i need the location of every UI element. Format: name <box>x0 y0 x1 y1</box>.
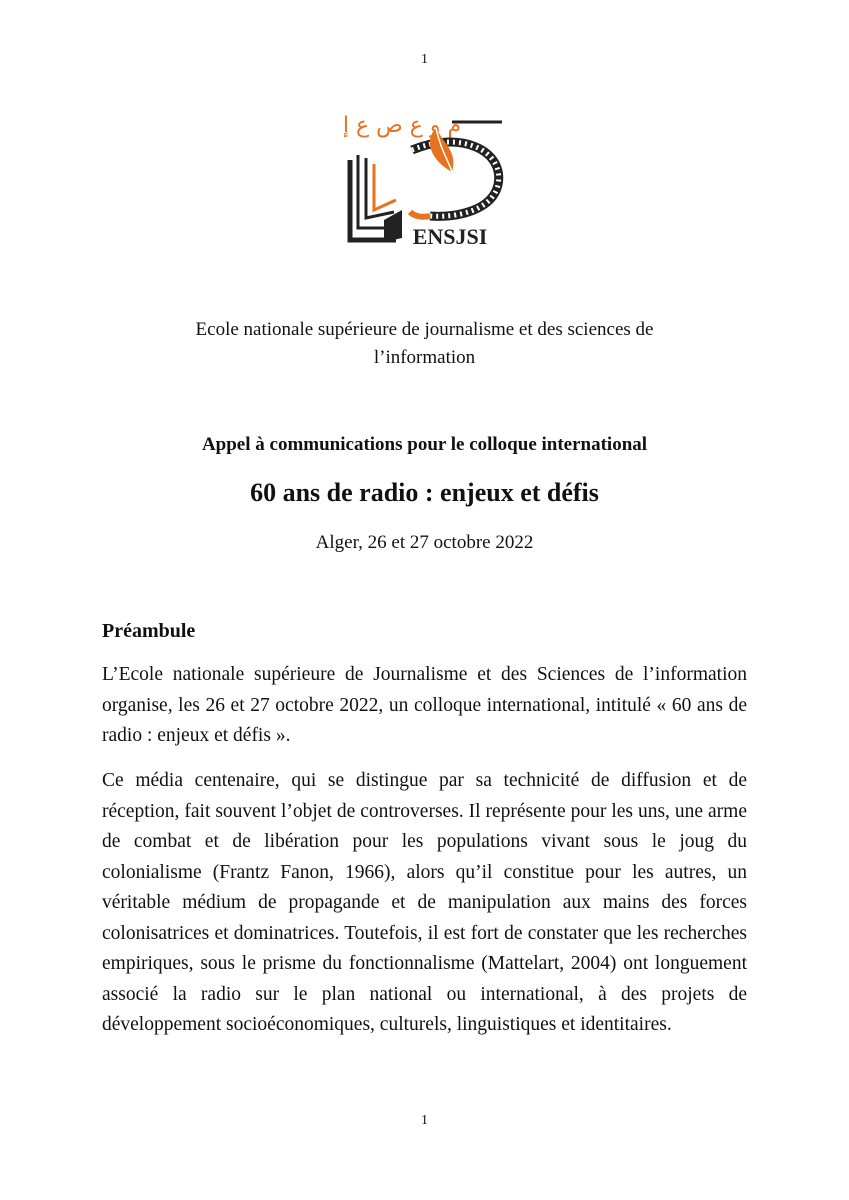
page-number-top: 1 <box>421 52 428 67</box>
ensjsi-logo <box>340 100 510 250</box>
svg-text:ENSJSI: ENSJSI <box>412 224 488 249</box>
place-and-date: Alger, 26 et 27 octobre 2022 <box>315 532 534 553</box>
institution-line-2: l’information <box>373 347 476 368</box>
colloquium-title: 60 ans de radio : enjeux et défis <box>250 478 599 507</box>
ensjsi-logo-graphic <box>340 100 510 250</box>
institution-line-1: Ecole nationale supérieure de journalisme et des sciences de <box>195 319 654 340</box>
section-heading: Préambule <box>102 620 196 642</box>
call-for-papers-title: Appel à communications pour le colloque international <box>201 434 648 455</box>
svg-text:م و ع ص ع إ: م و ع ص ع إ <box>342 113 462 138</box>
page-number-bottom: 1 <box>421 1113 428 1128</box>
paragraph: L’Ecole nationale supérieure de Journalisme et des Sciences de l’information organise, les 26 et 27 octobre 2022, un colloque international, intitulé « 60 ans de radio : enjeux et défis ». <box>102 664 747 746</box>
paragraph: Ce média centenaire, qui se distingue par sa technicité de diffusion et de réception, fait souvent l’objet de controverses. Il représente pour les uns, une arme de combat et de libération pour les populations vivant sous le joug du colonialisme (Frantz Fanon, 1966), alors qu’il constitue pour les autres, un véritable médium de propagande et de manipulation aux mains des forces colonisatrices et dominatrices. Toutefois, il est fort de constater que les recherches empiriques, sous le prisme du fonctionnalisme (Mattelart, 2004) ont longuement associé la radio sur le plan national ou international, à des projets de développement socioéconomiques, culturels, linguistiques et identitaires. <box>102 770 747 1035</box>
institution-name <box>100 316 749 372</box>
